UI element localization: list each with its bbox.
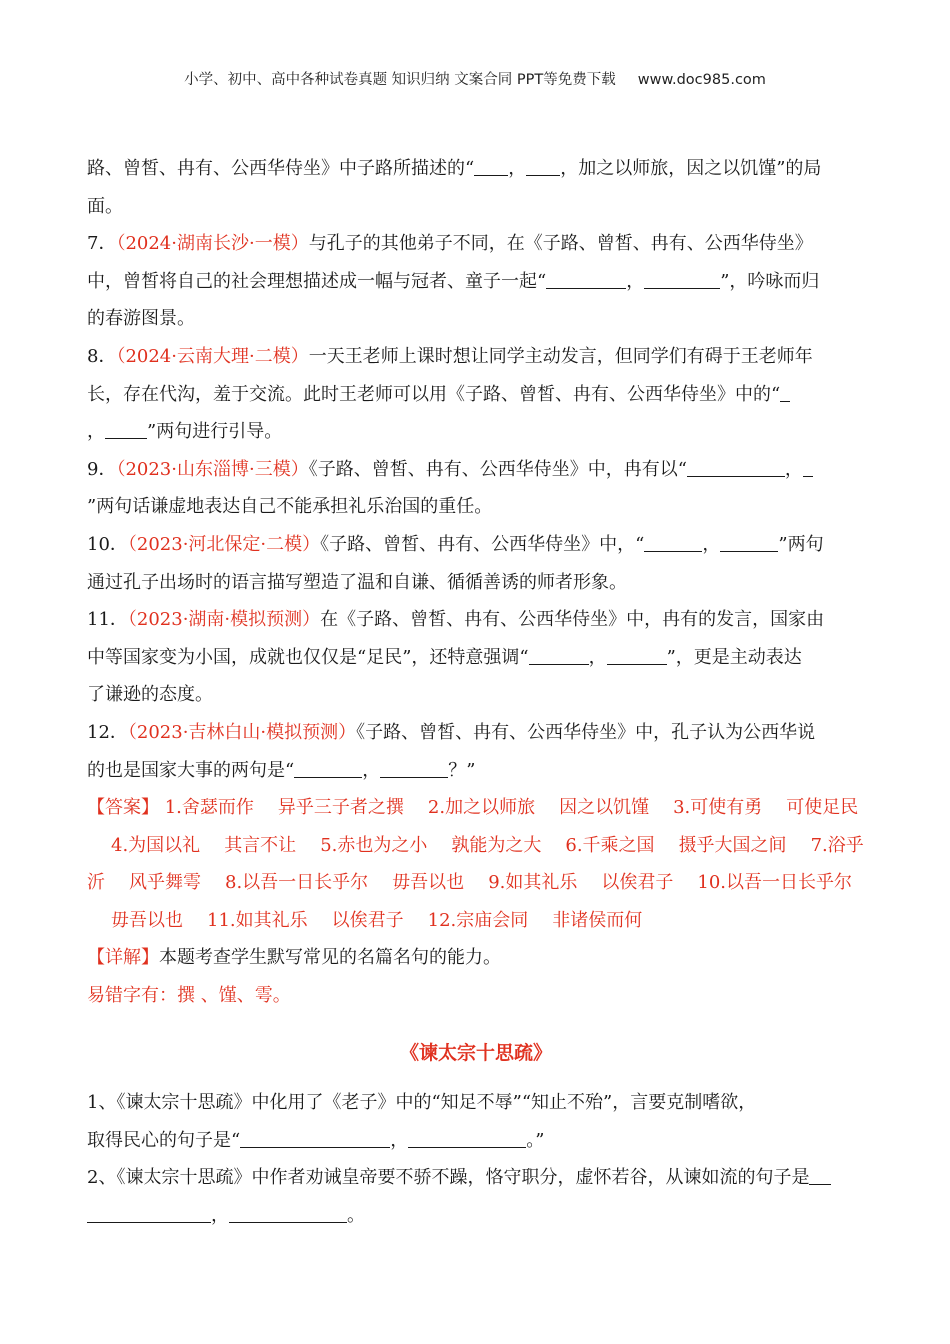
section-question-1: 1、《谏太宗十思疏》中化用了《老子》中的“知足不辱”“知止不殆”，言要克制嗜欲， 取得民心的句子是“ ， 。” (87, 1092, 757, 1151)
section-question-2: 2、《谏太宗十思疏》中作者劝诫皇帝要不骄不躁，恪守职分，虚怀若谷，从谏如流的句子是 ， 。 (87, 1159, 865, 1234)
question-number: 7． (87, 233, 117, 255)
question-source: （2023·吉林白山·模拟预测） (127, 721, 357, 743)
answer-blank[interactable] (526, 155, 560, 176)
answer-blank[interactable] (240, 1127, 390, 1148)
answer-blank[interactable] (687, 456, 785, 477)
answer-blank[interactable] (644, 531, 702, 552)
answer-blank[interactable] (809, 1164, 831, 1185)
answer-blank[interactable] (294, 757, 362, 778)
question-9: 9．（2023·山东淄博·三模）《子路、曾皙、冉有、公西华侍坐》中，冉有以“ ， ”两句话谦虚地表达自己不能承担礼乐治国的重任。 (87, 451, 865, 526)
answer-blank[interactable] (105, 418, 147, 439)
answer-block: 【答案】 1.舍瑟而作 异乎三子者之撰 2.加之以师旅 因之以饥馑 3.可使有勇 可使足民4.为国以礼 其言不让 5.赤也为之小 孰能为之大 6.千乘之国 摄乎大国之间 7.浴乎沂 风乎舞雩 8.以吾一日长乎尔 毋吾以也 9.如其礼乐 以俟君子 10.以吾一日长乎尔毋吾以也 11.如其礼乐 以俟君子 12.宗庙会同 非诸侯而何 (87, 797, 864, 931)
question-number: 11． (87, 609, 128, 631)
page-header (0, 68, 950, 89)
header-text: 小学、初中、高中各种试卷真题 知识归纳 文案合同 PPT等免费下载 (184, 72, 616, 88)
answer-blank[interactable] (720, 531, 778, 552)
question-number: 2、 (87, 1167, 117, 1189)
answer-label: 【答案】 (87, 797, 159, 819)
answer-blank[interactable] (408, 1127, 526, 1148)
explanation: 【详解】本题考查学生默写常见的名篇名句的能力。 易错字有：撰 、馑、雩。 (87, 947, 501, 1007)
question-8: 8．（2024·云南大理·二模）一天王老师上课时想让同学主动发言，但同学们有碍于王老师年 长，存在代沟，羞于交流。此时王老师可以用《子路、曾皙、冉有、公西华侍坐》中的“ ， ”两句进行引导。 (87, 345, 813, 443)
answer-blank[interactable] (644, 268, 720, 289)
answer-blank[interactable] (229, 1202, 347, 1223)
answer-blank[interactable] (803, 456, 813, 477)
section-title: 《谏太宗十思疏》 (399, 1041, 552, 1064)
answer-blank[interactable] (87, 1202, 211, 1223)
question-number: 8． (87, 345, 117, 367)
question-number: 10． (87, 533, 128, 555)
question-number: 9． (87, 458, 117, 480)
header-site-link[interactable]: www.doc985.com (637, 72, 766, 88)
question-source: （2023·山东淄博·三模） (116, 458, 309, 480)
answer-blank[interactable] (607, 644, 667, 665)
question-source: （2023·河北保定·二模） (127, 533, 321, 555)
answer-blank[interactable] (780, 381, 790, 402)
question-10: 10．（2023·河北保定·二模）《子路、曾皙、冉有、公西华侍坐》中，“ ， ”两句 通过孔子出场时的语言描写塑造了温和自谦、循循善诱的师者形象。 (87, 526, 865, 601)
explain-label: 【详解】 (87, 947, 159, 969)
document-body (87, 150, 865, 1235)
answer-blank[interactable] (474, 155, 508, 176)
error-prone-chars: 易错字有：撰 、馑、雩。 (87, 985, 291, 1007)
question-number: 12． (87, 721, 128, 743)
question-number: 1、 (87, 1092, 117, 1114)
question-6-tail: 路、曾皙、冉有、公西华侍坐》中子路所描述的“ ， ，加之以师旅，因之以饥馑”的局 面。 (87, 150, 865, 225)
question-7: 7．（2024·湖南长沙·一模）与孔子的其他弟子不同，在《子路、曾皙、冉有、公西华侍坐》 中，曾皙将自己的社会理想描述成一幅与冠者、童子一起“ ， ”，吟咏而归 的春游图景。 (87, 233, 820, 330)
question-source: （2024·云南大理·二模） (116, 345, 309, 367)
answer-blank[interactable] (546, 268, 626, 289)
question-source: （2023·湖南·模拟预测） (127, 609, 321, 631)
answer-blank[interactable] (529, 644, 589, 665)
answer-blank[interactable] (380, 757, 448, 778)
question-12: 12．（2023·吉林白山·模拟预测）《子路、曾皙、冉有、公西华侍坐》中，孔子认为公西华说 的也是国家大事的两句是“ ， ？” (87, 721, 816, 781)
question-source: （2024·湖南长沙·一模） (116, 233, 309, 255)
question-11: 11．（2023·湖南·模拟预测）在《子路、曾皙、冉有、公西华侍坐》中，冉有的发言，国家由 中等国家变为小国，成就也仅仅是“足民”，还特意强调“ ， ”，更是主动表达 了谦逊的态度。 (87, 609, 825, 706)
